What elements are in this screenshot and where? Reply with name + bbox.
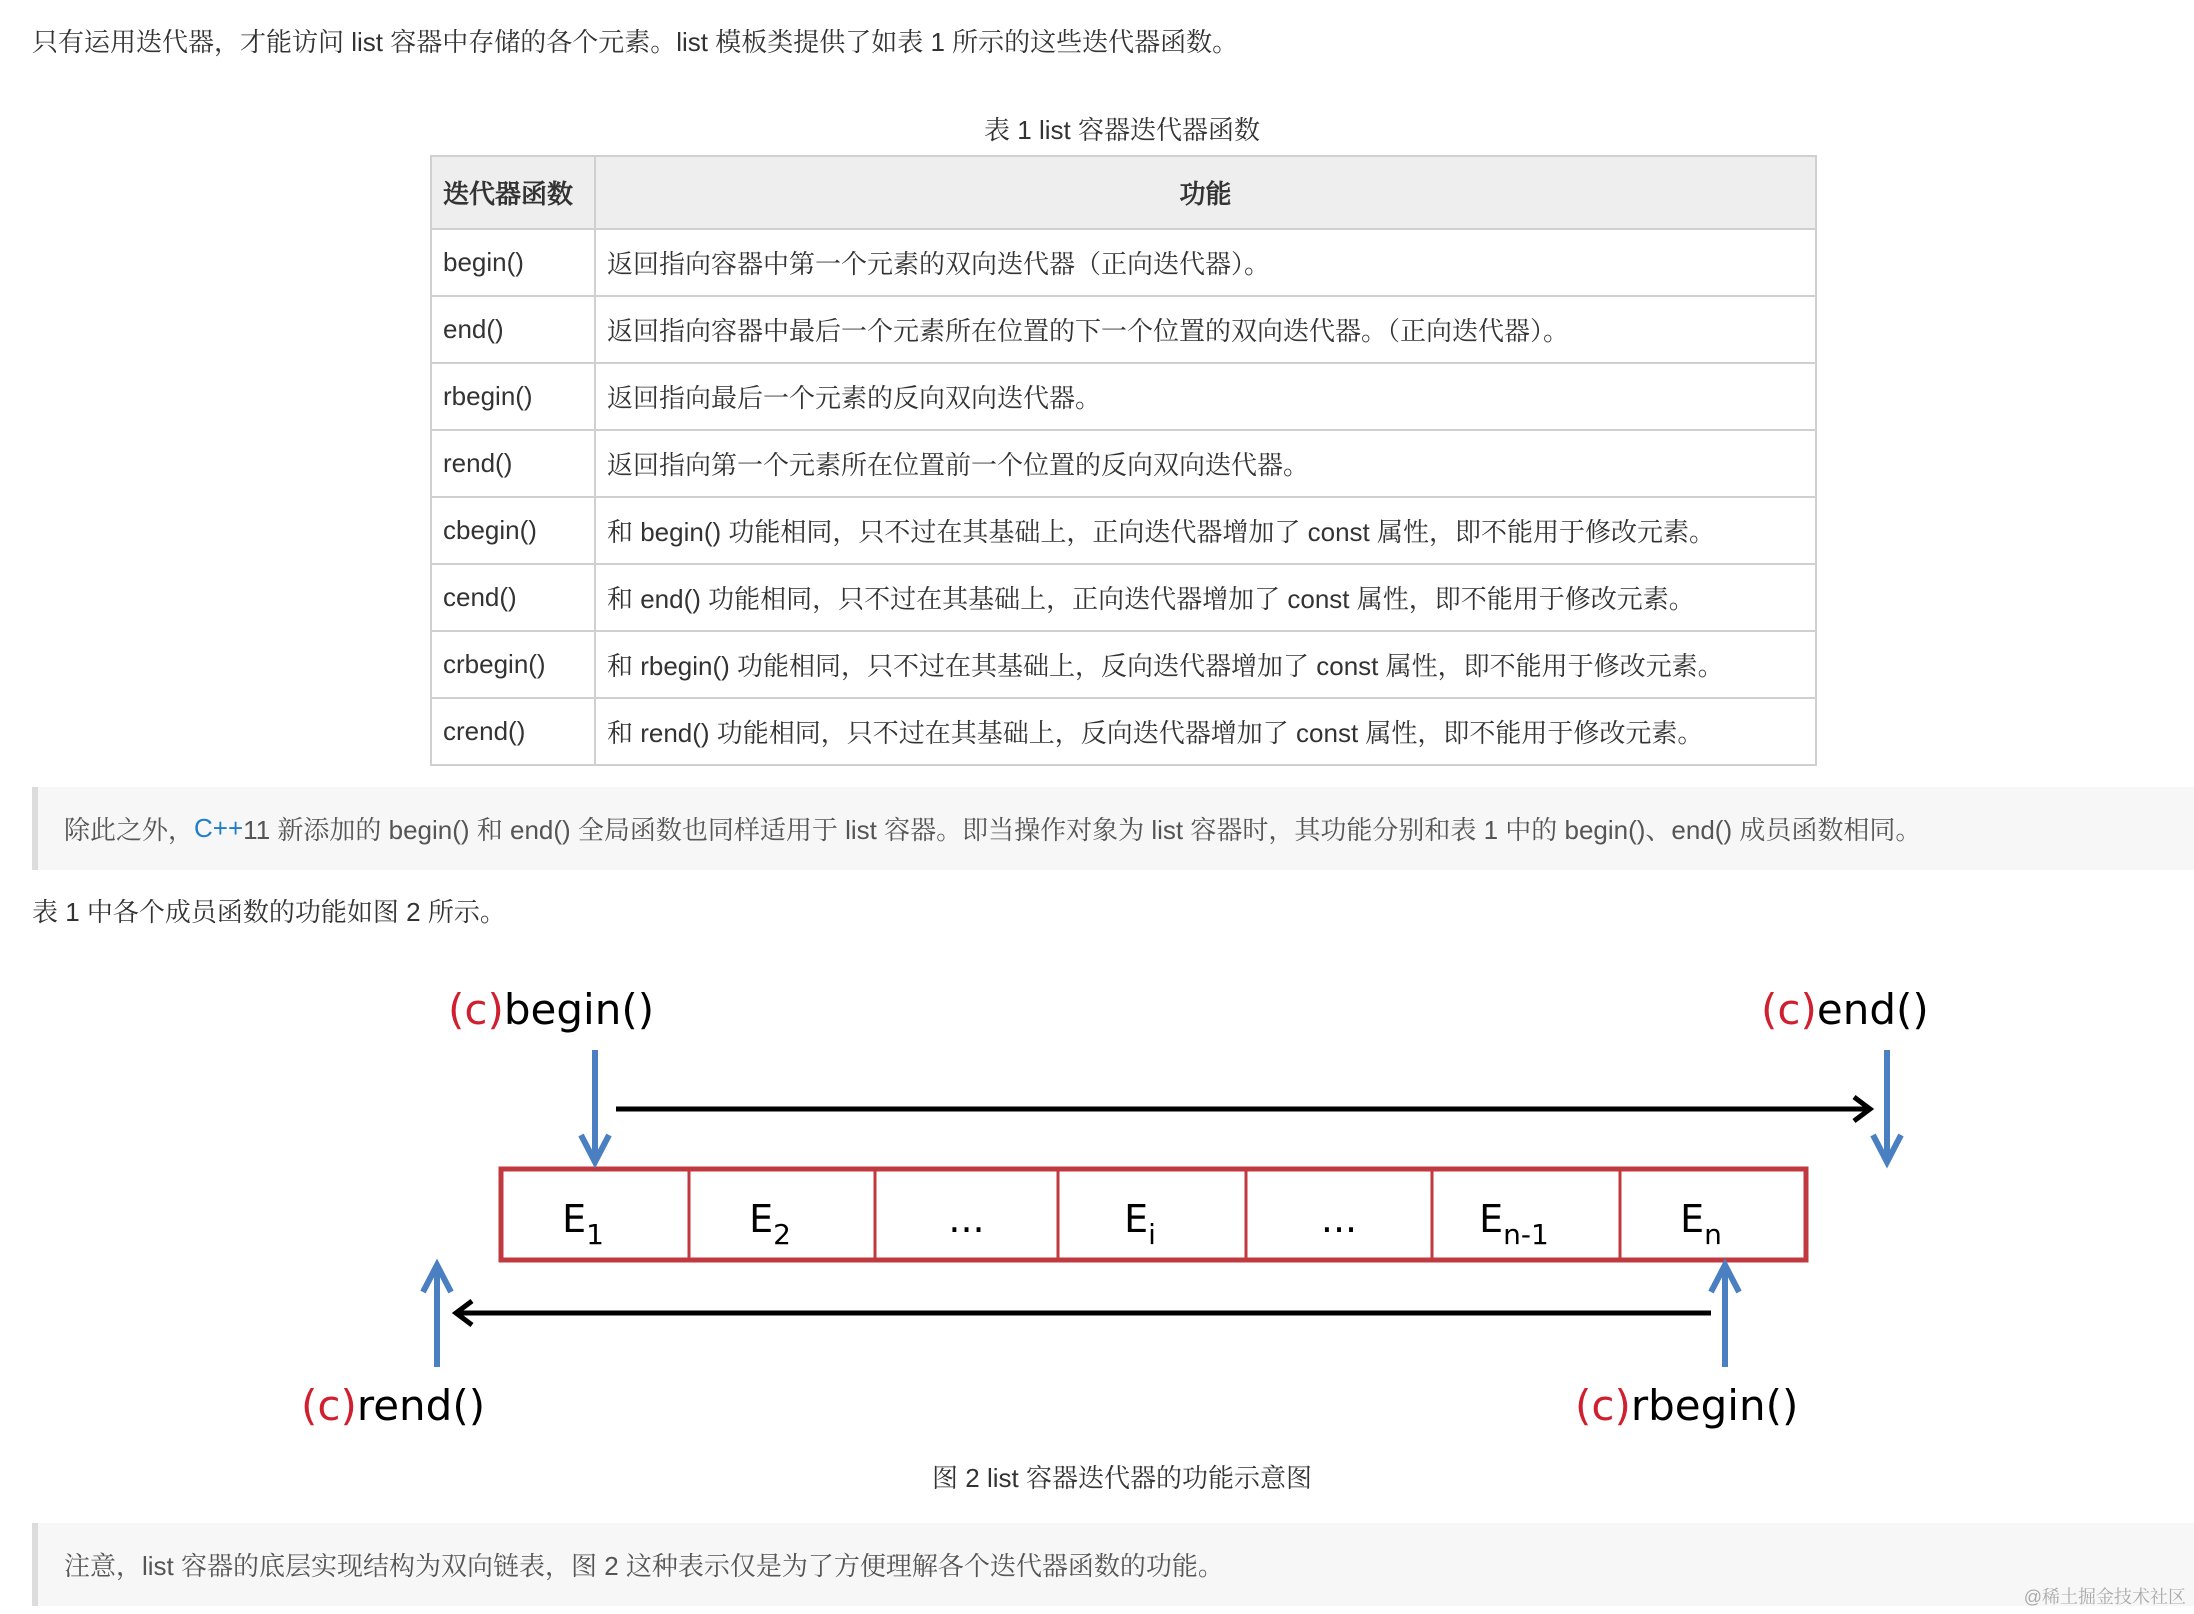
- table-caption: 表 1 list 容器迭代器函数: [984, 115, 1260, 145]
- figure-caption: 图 2 list 容器迭代器的功能示意图: [932, 1463, 1312, 1493]
- header-description: 功能: [595, 156, 1816, 229]
- function-name: crend(): [431, 698, 595, 765]
- list-element-cell: $E_1$: [562, 1197, 604, 1251]
- list-element-cell: $E_n$: [1680, 1197, 1722, 1251]
- function-description: 返回指向最后一个元素的反向双向迭代器。: [595, 363, 1816, 430]
- note-text: 注意，list 容器的底层实现结构为双向链表，图 2 这种表示仅是为了方便理解各个迭代器函数的功能。: [64, 1551, 1224, 1581]
- function-description: 和 rend() 功能相同，只不过在其基础上，反向迭代器增加了 const 属性，即不能用于修改元素。: [595, 698, 1816, 765]
- function-name: rend(): [431, 430, 595, 497]
- function-name: cend(): [431, 564, 595, 631]
- function-description: 和 begin() 功能相同，只不过在其基础上，正向迭代器增加了 const 属性，即不能用于修改元素。: [595, 497, 1816, 564]
- note-suffix: 11 新添加的 begin() 和 end() 全局函数也同样适用于 list 容器。即当操作对象为 list 容器时，其功能分别和表 1 中的 begin()、end() 成员函数相同。: [243, 815, 1922, 845]
- rbegin-label: (c)rbegin(): [1575, 1381, 1799, 1430]
- list-element-cell: ...: [1320, 1197, 1358, 1241]
- function-description: 和 rbegin() 功能相同，只不过在其基础上，反向迭代器增加了 const 属性，即不能用于修改元素。: [595, 631, 1816, 698]
- function-name: crbegin(): [431, 631, 595, 698]
- header-function: 迭代器函数: [431, 156, 595, 229]
- cpp-link[interactable]: C++: [194, 813, 244, 843]
- function-description: 和 end() 功能相同，只不过在其基础上，正向迭代器增加了 const 属性，即不能用于修改元素。: [595, 564, 1816, 631]
- note-prefix: 除此之外，: [64, 815, 195, 845]
- watermark: @稀土掘金技术社区: [2023, 1587, 2186, 1607]
- list-element-cell: $E_i$: [1124, 1197, 1156, 1251]
- note-implementation: [32, 1523, 2194, 1606]
- function-name: cbegin(): [431, 497, 595, 564]
- list-element-cell: $E_2$: [749, 1197, 791, 1251]
- function-name: end(): [431, 296, 595, 363]
- rend-label: (c)rend(): [301, 1381, 486, 1430]
- figure-intro-paragraph: 表 1 中各个成员函数的功能如图 2 所示。: [32, 897, 506, 927]
- function-description: 返回指向容器中第一个元素的双向迭代器（正向迭代器）。: [595, 229, 1816, 296]
- list-element-cell: ...: [948, 1197, 985, 1241]
- function-description: 返回指向第一个元素所在位置前一个位置的反向双向迭代器。: [595, 430, 1816, 497]
- function-name: rbegin(): [431, 363, 595, 430]
- begin-label: (c)begin(): [448, 985, 655, 1034]
- intro-paragraph: 只有运用迭代器，才能访问 list 容器中存储的各个元素。list 模板类提供了如表 1 所示的这些迭代器函数。: [32, 27, 1239, 57]
- function-description: 返回指向容器中最后一个元素所在位置的下一个位置的双向迭代器。（正向迭代器）。: [595, 296, 1816, 363]
- list-element-cell: $E_{n-1}$: [1479, 1197, 1549, 1251]
- function-name: begin(): [431, 229, 595, 296]
- end-label: (c)end(): [1761, 985, 1929, 1034]
